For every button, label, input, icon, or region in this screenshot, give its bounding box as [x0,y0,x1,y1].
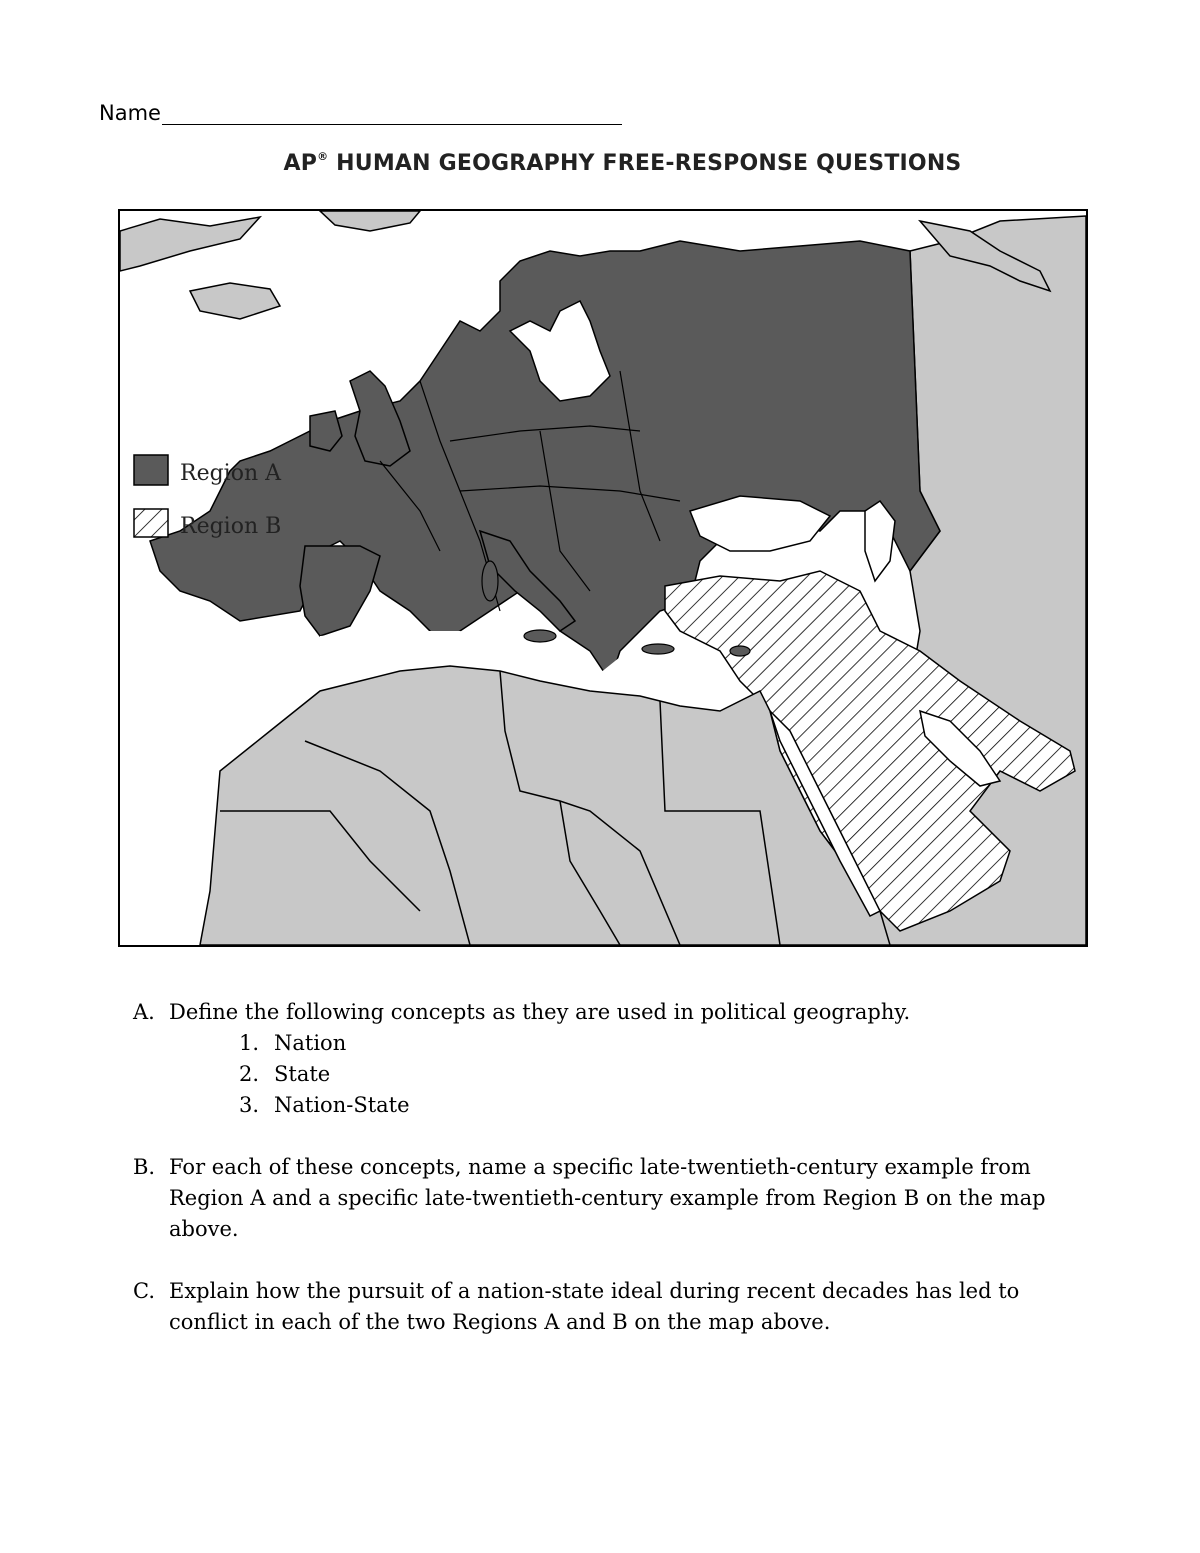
list-item-number: 2. [239,1062,260,1086]
name-field [99,100,622,125]
title-rest: HUMAN GEOGRAPHY FREE-RESPONSE QUESTIONS [328,151,962,176]
legend-swatch-region-a [134,455,168,485]
question-c-letter: C. [133,1279,155,1303]
question-b-letter: B. [133,1155,156,1179]
list-item [239,1090,1093,1121]
title-ap: AP [283,151,318,176]
question-a-list [133,1028,1093,1121]
list-item [239,1059,1093,1090]
crete [642,644,674,654]
question-b-text: For each of these concepts, name a specific late-twentieth-century example from Region A and a specific late-twentieth-century example from Region B on the map above. [169,1155,1046,1241]
name-blank-line [162,100,622,125]
name-label: Name [99,101,161,125]
question-c-text: Explain how the pursuit of a nation-state ideal during recent decades has led to conflict in each of the two Regions A and B on the map above. [169,1279,1020,1334]
political-map [120,211,1086,945]
list-item-text: Nation [274,1031,347,1055]
sicily [524,630,556,642]
question-b [133,1152,1093,1245]
question-a [133,997,1093,1028]
list-item [239,1028,1093,1059]
questions-section [133,997,1093,1338]
map-figure [118,209,1088,947]
list-item-text: State [274,1062,331,1086]
list-item-number: 1. [239,1031,260,1055]
cyprus [730,646,750,656]
legend-swatch-region-b [134,509,168,537]
question-a-text: Define the following concepts as they are used in political geography. [169,1000,911,1024]
corsica-sardinia [482,561,498,601]
legend-label-region-a: Region A [180,461,281,486]
question-a-letter: A. [133,1000,155,1024]
list-item-text: Nation-State [274,1093,410,1117]
question-c [133,1276,1093,1338]
legend-label-region-b: Region B [180,514,282,539]
registered-mark: ® [317,150,329,163]
list-item-number: 3. [239,1093,260,1117]
page-title [0,150,1200,176]
